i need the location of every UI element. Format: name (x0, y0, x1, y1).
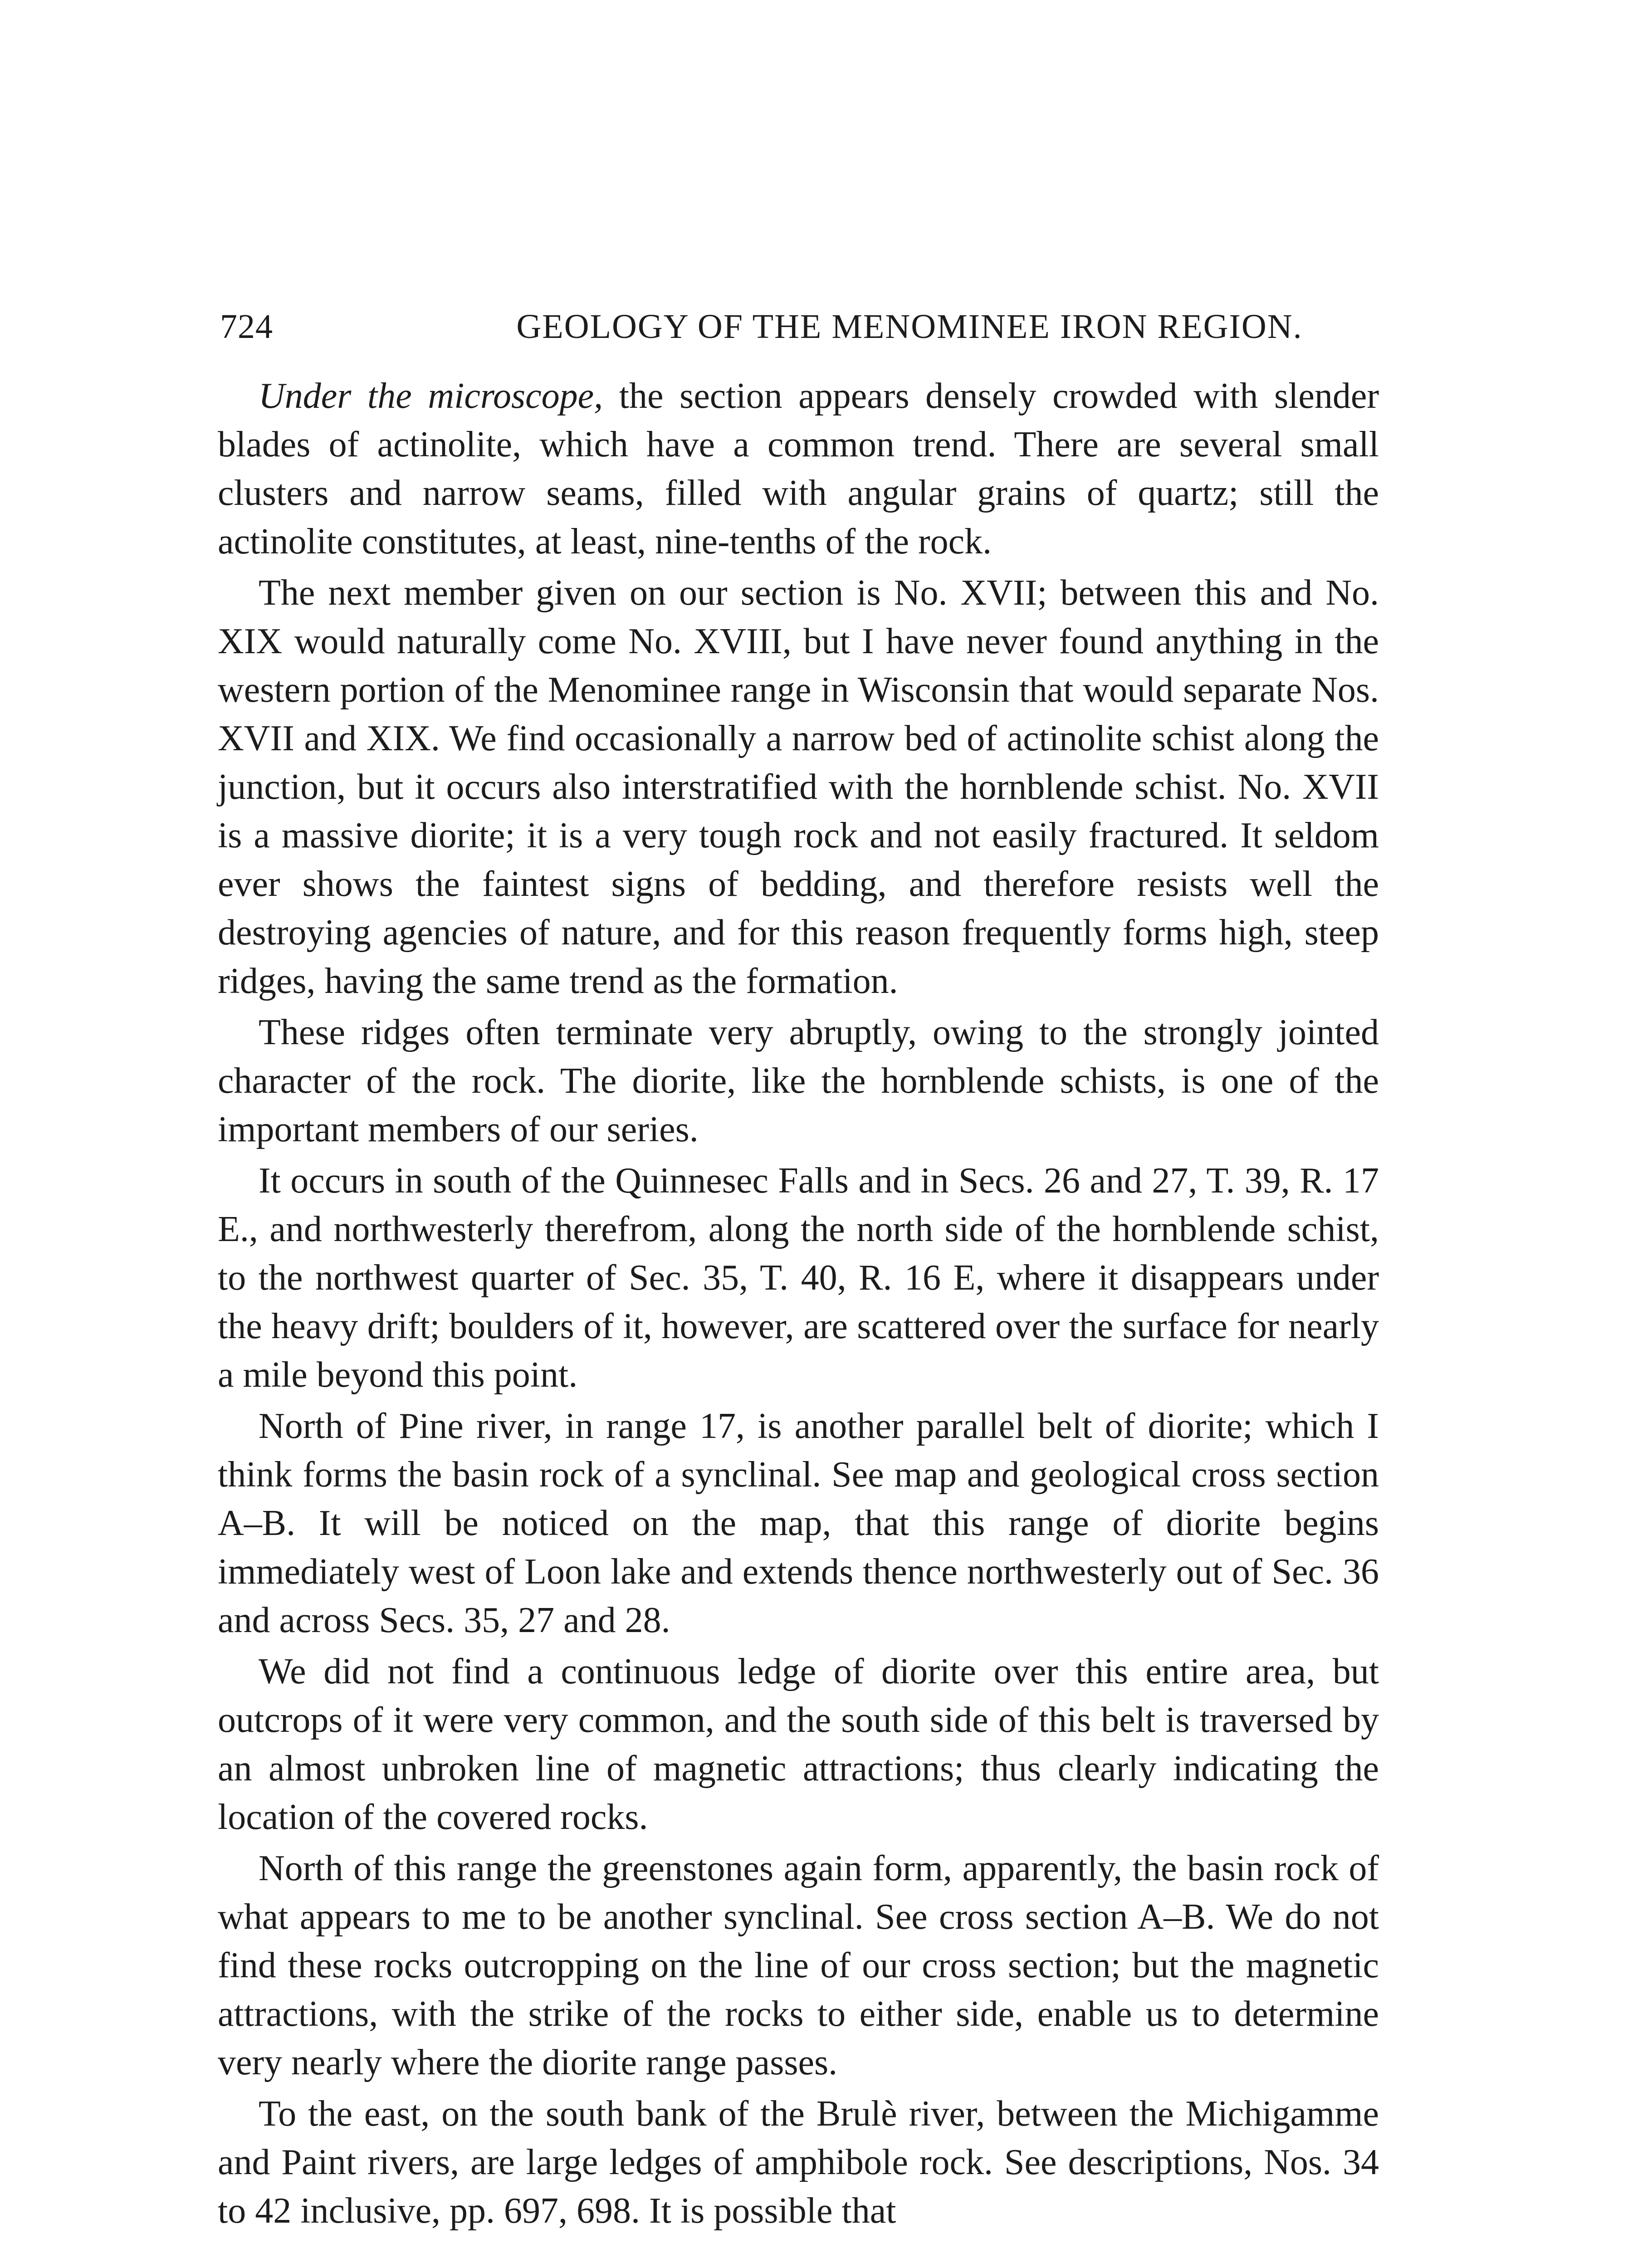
paragraph-text: the section appears densely crowded with slender blades of actinolite, which have a common trend. There are several small clusters and narrow seams, filled with angular grains of quartz; still the actinolite constitutes, at least, nine-tenths of the rock. (218, 376, 1379, 562)
paragraph-ridges: These ridges often terminate very abruptly, owing to the strongly jointed character of the rock. The diorite, like the hornblende schists, is one of the important members of our series. (218, 1012, 1379, 1149)
paragraph-pine-river: North of Pine river, in range 17, is another parallel belt of diorite; which I think forms the basin rock of a synclinal. See map and geological cross section A–B. It will be noticed on the map, that this range of diorite begins immediately west of Loon lake and extends thence northwesterly out of Sec. 36 and across Secs. 35, 27 and 28. (218, 1406, 1379, 1640)
paragraph-ledge: We did not find a continuous ledge of diorite over this entire area, but outcrops of it were very common, and the south side of this belt is traversed by an almost unbroken line of magnetic attractions; thus clearly indicating the location of the covered rocks. (218, 1652, 1379, 1837)
paragraph-greenstones: North of this range the greenstones again form, apparently, the basin rock of what appears to me to be another synclinal. See cross section A–B. We do not find these rocks outcropping on the line of our cross section; but the magnetic attractions, with the strike of the rocks to either side, enable us to determine very nearly where the diorite range passes. (218, 1848, 1379, 2082)
body-text (218, 372, 1379, 2238)
page-number: 724 (220, 308, 273, 346)
paragraph-occurrence: It occurs in south of the Quinnesec Falls and in Secs. 26 and 27, T. 39, R. 17 E., and northwesterly therefrom, along the north side of the hornblende schist, to the northwest quarter of Sec. 35, T. 40, R. 16 E, where it disappears under the heavy drift; boulders of it, however, are scattered over the surface for nearly a mile beyond this point. (218, 1161, 1379, 1395)
running-head: GEOLOGY OF THE MENOMINEE IRON REGION. (516, 308, 1303, 346)
paragraph-brule-river: To the east, on the south bank of the Brulè river, between the Michigamme and Paint rivers, are large ledges of amphibole rock. See descriptions, Nos. 34 to 42 inclusive, pp. 697, 698. It is possible that (218, 2094, 1379, 2231)
paragraph-microscope (218, 372, 1379, 566)
italic-lead: Under the microscope, (259, 376, 603, 416)
page-header (220, 304, 1379, 349)
paragraph-no-xvii: The next member given on our section is No. XVII; between this and No. XIX would naturally come No. XVIII, but I have never found anything in the western portion of the Menominee range in Wisconsin that would separate Nos. XVII and XIX. We find occasionally a narrow bed of actinolite schist along the junction, but it occurs also interstratified with the hornblende schist. No. XVII is a massive diorite; it is a very tough rock and not easily fractured. It seldom ever shows the faintest signs of bedding, and therefore resists well the destroying agencies of nature, and for this reason frequently forms high, steep ridges, having the same trend as the formation. (218, 573, 1379, 1001)
